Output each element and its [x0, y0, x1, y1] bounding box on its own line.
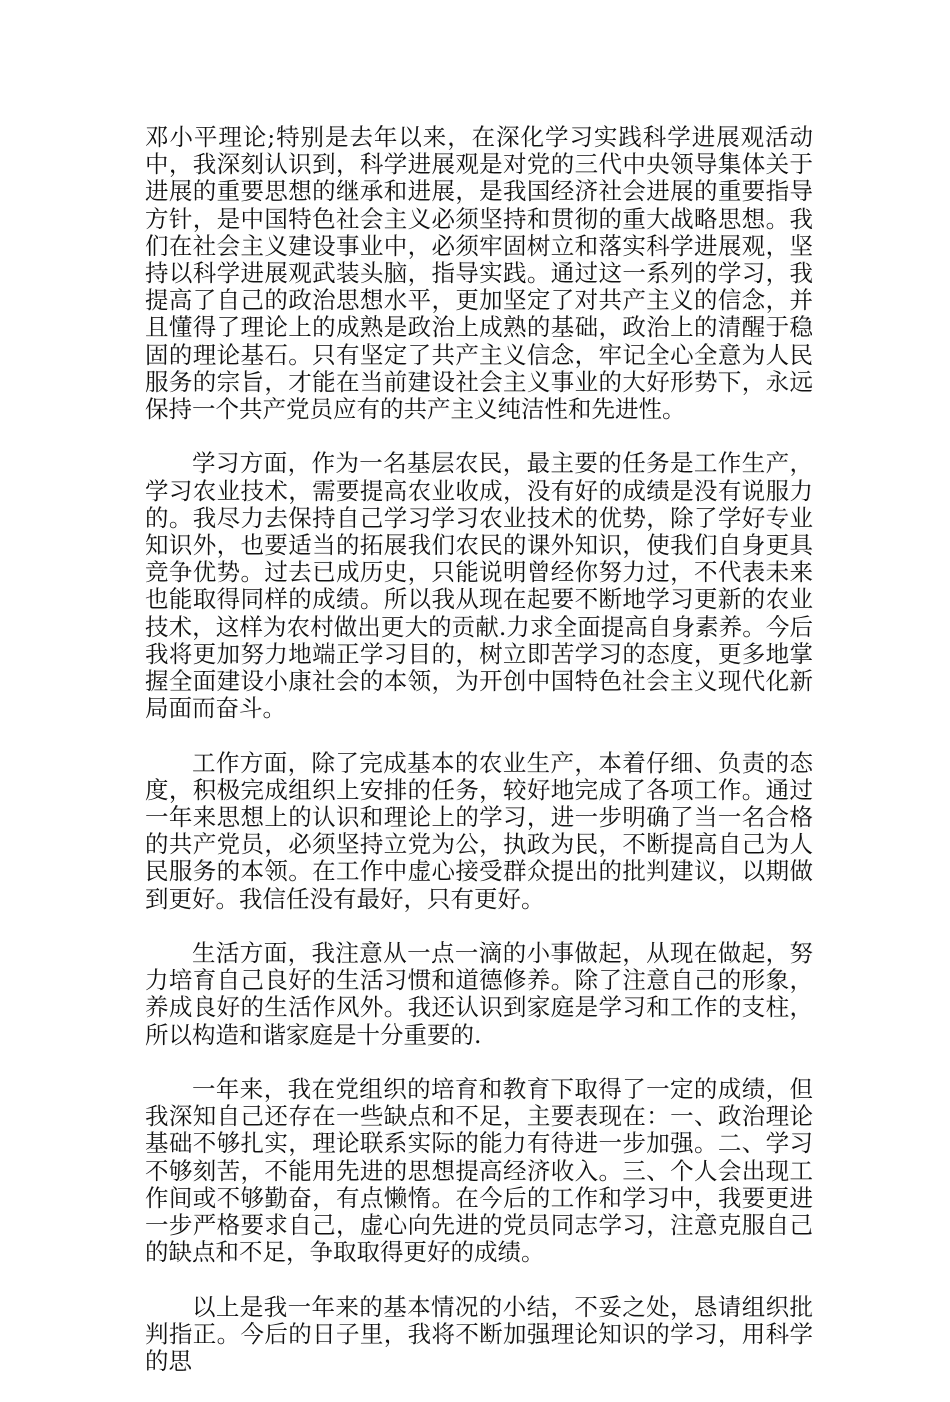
paragraph-shortcomings: 一年来，我在党组织的培育和教育下取得了一定的成绩，但我深知自己还存在一些缺点和不足，主要表现在：一、政治理论基础不够扎实，理论联系实际的能力有待进一步加强。二、学习不够刻苦，不能用先进的思想提高经济收入。三、个人会出现工作间或不够勤奋，有点懒惰。在今后的工作和学习中，我要更进一步严格要求自己，虚心向先进的党员同志学习，注意克服自己的缺点和不足，争取取得更好的成绩。 [145, 1075, 813, 1267]
document-body [145, 124, 813, 1402]
paragraph-work-aspect: 工作方面，除了完成基本的农业生产，本着仔细、负责的态度，积极完成组织上安排的任务，较好地完成了各项工作。通过一年来思想上的认识和理论上的学习，进一步明确了当一名合格的共产党员，必须坚持立党为公，执政为民，不断提高自己为人民服务的本领。在工作中虚心接受群众提出的批判建议，以期做到更好。我信任没有最好，只有更好。 [145, 748, 813, 913]
paragraph-study-aspect: 学习方面，作为一名基层农民，最主要的任务是工作生产，学习农业技术，需要提高农业收成，没有好的成绩是没有说服力的。我尽力去保持自己学习学习农业技术的优势，除了学好专业知识外，也要适当的拓展我们农民的课外知识，使我们自身更具竞争优势。过去已成历史，只能说明曾经你努力过，不代表未来也能取得同样的成绩。所以我从现在起要不断地学习更新的农业技术，这样为农村做出更大的贡献.力求全面提高自身素养。今后我将更加努力地端正学习目的，树立即苦学习的态度，更多地掌握全面建设小康社会的本领，为开创中国特色社会主义现代化新局面而奋斗。 [145, 449, 813, 723]
paragraph-theory-study: 邓小平理论;特别是去年以来，在深化学习实践科学进展观活动中，我深刻认识到，科学进展观是对党的三代中央领导集体关于进展的重要思想的继承和进展，是我国经济社会进展的重要指导方针，是中国特色社会主义必须坚持和贯彻的重大战略思想。我们在社会主义建设事业中，必须牢固树立和落实科学进展观，坚持以科学进展观武装头脑，指导实践。通过这一系列的学习，我提高了自己的政治思想水平，更加坚定了对共产主义的信念，并且懂得了理论上的成熟是政治上成熟的基础，政治上的清醒于稳固的理论基石。只有坚定了共产主义信念，牢记全心全意为人民服务的宗旨，才能在当前建设社会主义事业的大好形势下，永远保持一个共产党员应有的共产主义纯洁性和先进性。 [145, 123, 813, 424]
paragraph-conclusion: 以上是我一年来的基本情况的小结，不妥之处，恳请组织批判指正。今后的日子里，我将不断加强理论知识的学习，用科学的思 [145, 1292, 813, 1376]
paragraph-life-aspect: 生活方面，我注意从一点一滴的小事做起，从现在做起，努力培育自己良好的生活习惯和道德修养。除了注意自己的形象，养成良好的生活作风外。我还认识到家庭是学习和工作的支柱，所以构造和谐家庭是十分重要的. [145, 939, 813, 1049]
